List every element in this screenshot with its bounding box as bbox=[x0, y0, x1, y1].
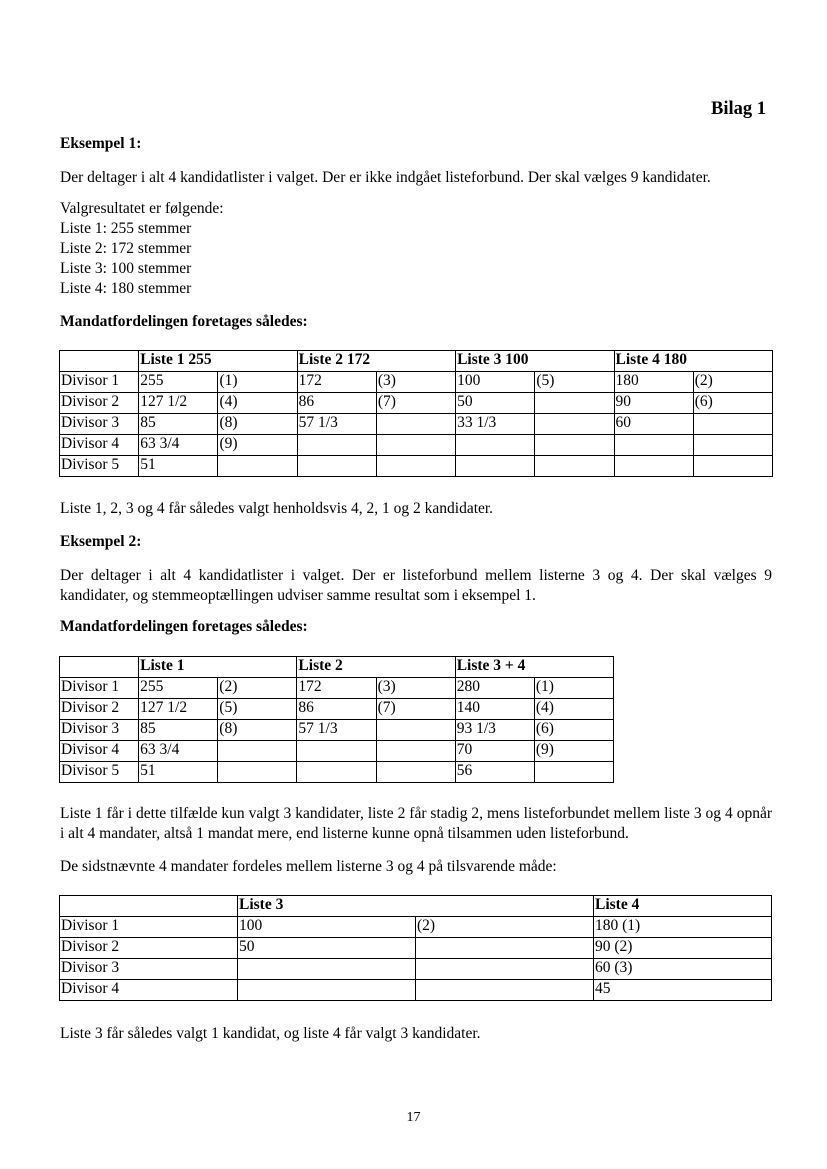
distribution-intro: De sidstnævnte 4 mandater fordeles mellem listerne 3 og 4 på tilsvarende måde: bbox=[60, 858, 557, 875]
table-cell: 56 bbox=[455, 762, 534, 783]
table-cell bbox=[376, 720, 455, 741]
table-cell bbox=[297, 435, 376, 456]
table-cell: Divisor 3 bbox=[60, 959, 238, 980]
table-cell bbox=[535, 414, 614, 435]
table-cell bbox=[238, 980, 416, 1001]
table-cell: (7) bbox=[376, 699, 455, 720]
example-2-table bbox=[59, 656, 614, 783]
example-1-heading: Eksempel 1: bbox=[60, 135, 142, 152]
table-cell: (1) bbox=[218, 372, 297, 393]
table-cell: Divisor 4 bbox=[60, 980, 238, 1001]
table-cell: (8) bbox=[218, 720, 297, 741]
table-cell: Divisor 5 bbox=[60, 456, 139, 477]
table-row bbox=[60, 456, 773, 477]
table-cell: 85 bbox=[139, 414, 218, 435]
table-cell bbox=[218, 762, 297, 783]
page-number: 17 bbox=[406, 1110, 421, 1125]
table-cell: Divisor 1 bbox=[60, 678, 139, 699]
table-cell: Divisor 2 bbox=[60, 393, 139, 414]
table-row bbox=[60, 720, 614, 741]
table-cell: Divisor 4 bbox=[60, 741, 139, 762]
table-row bbox=[60, 435, 773, 456]
table-cell: Divisor 2 bbox=[60, 699, 139, 720]
table-cell: 93 1/3 bbox=[455, 720, 534, 741]
table-cell bbox=[376, 762, 455, 783]
table-cell bbox=[535, 456, 614, 477]
table-cell: (8) bbox=[218, 414, 297, 435]
table-cell bbox=[297, 456, 376, 477]
table-cell bbox=[218, 456, 297, 477]
table-cell: 180 (1) bbox=[594, 917, 772, 938]
vote-results-heading: Valgresultatet er følgende: bbox=[60, 200, 224, 217]
table-row bbox=[60, 393, 773, 414]
example-1-table bbox=[59, 350, 773, 477]
table-row bbox=[60, 959, 772, 980]
header-cell: Liste 4 180 bbox=[614, 351, 772, 372]
table-cell: 86 bbox=[297, 393, 376, 414]
vote-results bbox=[60, 199, 772, 299]
table-cell: 63 3/4 bbox=[139, 435, 218, 456]
table-cell: (9) bbox=[534, 741, 613, 762]
table-cell: 255 bbox=[139, 678, 218, 699]
header-cell: Liste 4 bbox=[594, 896, 772, 917]
table-cell: (2) bbox=[693, 372, 772, 393]
header-cell: Liste 3 100 bbox=[456, 351, 614, 372]
header-cell: Liste 2 bbox=[297, 657, 455, 678]
table-cell bbox=[614, 435, 693, 456]
table-cell: 50 bbox=[456, 393, 535, 414]
table-cell: (5) bbox=[535, 372, 614, 393]
final-conclusion: Liste 3 får således valgt 1 kandidat, og liste 4 får valgt 3 kandidater. bbox=[60, 1025, 481, 1042]
table-cell: Divisor 1 bbox=[60, 372, 139, 393]
table-cell bbox=[535, 393, 614, 414]
table-cell: 127 1/2 bbox=[139, 393, 218, 414]
table-cell bbox=[614, 456, 693, 477]
table-cell: 255 bbox=[139, 372, 218, 393]
example-2-conclusion: Liste 1 får i dette tilfælde kun valgt 3 kandidater, liste 2 får stadig 2, mens listeforbundet mellem liste 3 og 4 opnår i alt 4 mandater, altså 1 mandat mere, end listerne kunne opnå tilsammen uden listeforbund. bbox=[60, 805, 772, 842]
example-1-intro: Der deltager i alt 4 kandidatlister i valget. Der er ikke indgået listeforbund. Der skal vælges 9 kandidater. bbox=[60, 169, 711, 186]
table-cell: (4) bbox=[218, 393, 297, 414]
table-cell bbox=[416, 938, 594, 959]
table-row bbox=[60, 980, 772, 1001]
table-cell: 172 bbox=[297, 372, 376, 393]
table-cell bbox=[238, 959, 416, 980]
example-1-subheading: Mandatfordelingen foretages således: bbox=[60, 313, 308, 330]
header-cell bbox=[60, 657, 139, 678]
table-cell bbox=[456, 435, 535, 456]
table-cell: 90 (2) bbox=[594, 938, 772, 959]
table-row bbox=[60, 699, 614, 720]
header-cell: Liste 3 bbox=[238, 896, 594, 917]
table-cell: (3) bbox=[376, 372, 455, 393]
table-cell: Divisor 5 bbox=[60, 762, 139, 783]
table-row bbox=[60, 372, 773, 393]
appendix-title: Bilag 1 bbox=[711, 99, 766, 119]
table-cell: 50 bbox=[238, 938, 416, 959]
table-cell bbox=[376, 414, 455, 435]
header-cell bbox=[60, 896, 238, 917]
header-cell: Liste 1 255 bbox=[139, 351, 297, 372]
table-row bbox=[60, 678, 614, 699]
example-1-conclusion: Liste 1, 2, 3 og 4 får således valgt henholdsvis 4, 2, 1 og 2 kandidater. bbox=[60, 500, 494, 517]
table-row bbox=[60, 762, 614, 783]
table-cell bbox=[376, 741, 455, 762]
table-cell: (5) bbox=[218, 699, 297, 720]
table-cell: 85 bbox=[139, 720, 218, 741]
table-cell: 70 bbox=[455, 741, 534, 762]
vote-result-line: Liste 1: 255 stemmer bbox=[60, 220, 192, 237]
table-cell: (3) bbox=[376, 678, 455, 699]
table-cell: 57 1/3 bbox=[297, 720, 376, 741]
table-cell: (9) bbox=[218, 435, 297, 456]
vote-result-line: Liste 2: 172 stemmer bbox=[60, 240, 192, 257]
table-cell: 60 bbox=[614, 414, 693, 435]
table-cell: Divisor 2 bbox=[60, 938, 238, 959]
vote-result-line: Liste 4: 180 stemmer bbox=[60, 280, 192, 297]
table-cell: 51 bbox=[139, 762, 218, 783]
table-cell bbox=[693, 456, 772, 477]
table-cell bbox=[416, 980, 594, 1001]
table-row bbox=[60, 741, 614, 762]
table-cell: (1) bbox=[534, 678, 613, 699]
table-cell: 180 bbox=[614, 372, 693, 393]
example-2-subheading: Mandatfordelingen foretages således: bbox=[60, 618, 308, 635]
table-cell: 86 bbox=[297, 699, 376, 720]
table-cell bbox=[456, 456, 535, 477]
table-cell: (2) bbox=[416, 917, 594, 938]
table-cell: 33 1/3 bbox=[456, 414, 535, 435]
vote-result-line: Liste 3: 100 stemmer bbox=[60, 260, 192, 277]
header-cell bbox=[60, 351, 139, 372]
table-cell: (7) bbox=[376, 393, 455, 414]
table-cell: 45 bbox=[594, 980, 772, 1001]
table-cell bbox=[693, 435, 772, 456]
table-cell: 60 (3) bbox=[594, 959, 772, 980]
table-cell bbox=[218, 741, 297, 762]
table-cell: 100 bbox=[456, 372, 535, 393]
table-cell: Divisor 1 bbox=[60, 917, 238, 938]
table-cell bbox=[297, 762, 376, 783]
table-cell: 90 bbox=[614, 393, 693, 414]
table-cell: 63 3/4 bbox=[139, 741, 218, 762]
table-cell bbox=[416, 959, 594, 980]
table-header-row bbox=[60, 657, 614, 678]
header-cell: Liste 3 + 4 bbox=[455, 657, 613, 678]
table-cell: (6) bbox=[534, 720, 613, 741]
table-row bbox=[60, 414, 773, 435]
table-cell: 100 bbox=[238, 917, 416, 938]
table-cell bbox=[376, 435, 455, 456]
table-header-row bbox=[60, 351, 773, 372]
table-cell: Divisor 3 bbox=[60, 414, 139, 435]
table-cell bbox=[535, 435, 614, 456]
table-cell bbox=[693, 414, 772, 435]
table-cell: Divisor 4 bbox=[60, 435, 139, 456]
table-row bbox=[60, 917, 772, 938]
header-cell: Liste 1 bbox=[139, 657, 297, 678]
table-cell: 127 1/2 bbox=[139, 699, 218, 720]
header-cell: Liste 2 172 bbox=[297, 351, 455, 372]
table-header-row bbox=[60, 896, 772, 917]
table-cell: 57 1/3 bbox=[297, 414, 376, 435]
example-2-intro: Der deltager i alt 4 kandidatlister i valget. Der er listeforbund mellem listerne 3 og 4. Der skal vælges 9 kandidater, og stemmeoptællingen udviser samme resultat som i eksempel 1. bbox=[60, 567, 772, 604]
table-cell: (4) bbox=[534, 699, 613, 720]
table-cell: 172 bbox=[297, 678, 376, 699]
distribution-table bbox=[59, 895, 772, 1001]
table-cell bbox=[376, 456, 455, 477]
table-cell bbox=[297, 741, 376, 762]
table-cell: 51 bbox=[139, 456, 218, 477]
table-cell: (6) bbox=[693, 393, 772, 414]
table-row bbox=[60, 938, 772, 959]
example-2-heading: Eksempel 2: bbox=[60, 533, 142, 550]
table-cell: Divisor 3 bbox=[60, 720, 139, 741]
table-cell: 140 bbox=[455, 699, 534, 720]
table-cell: 280 bbox=[455, 678, 534, 699]
table-cell bbox=[534, 762, 613, 783]
table-cell: (2) bbox=[218, 678, 297, 699]
